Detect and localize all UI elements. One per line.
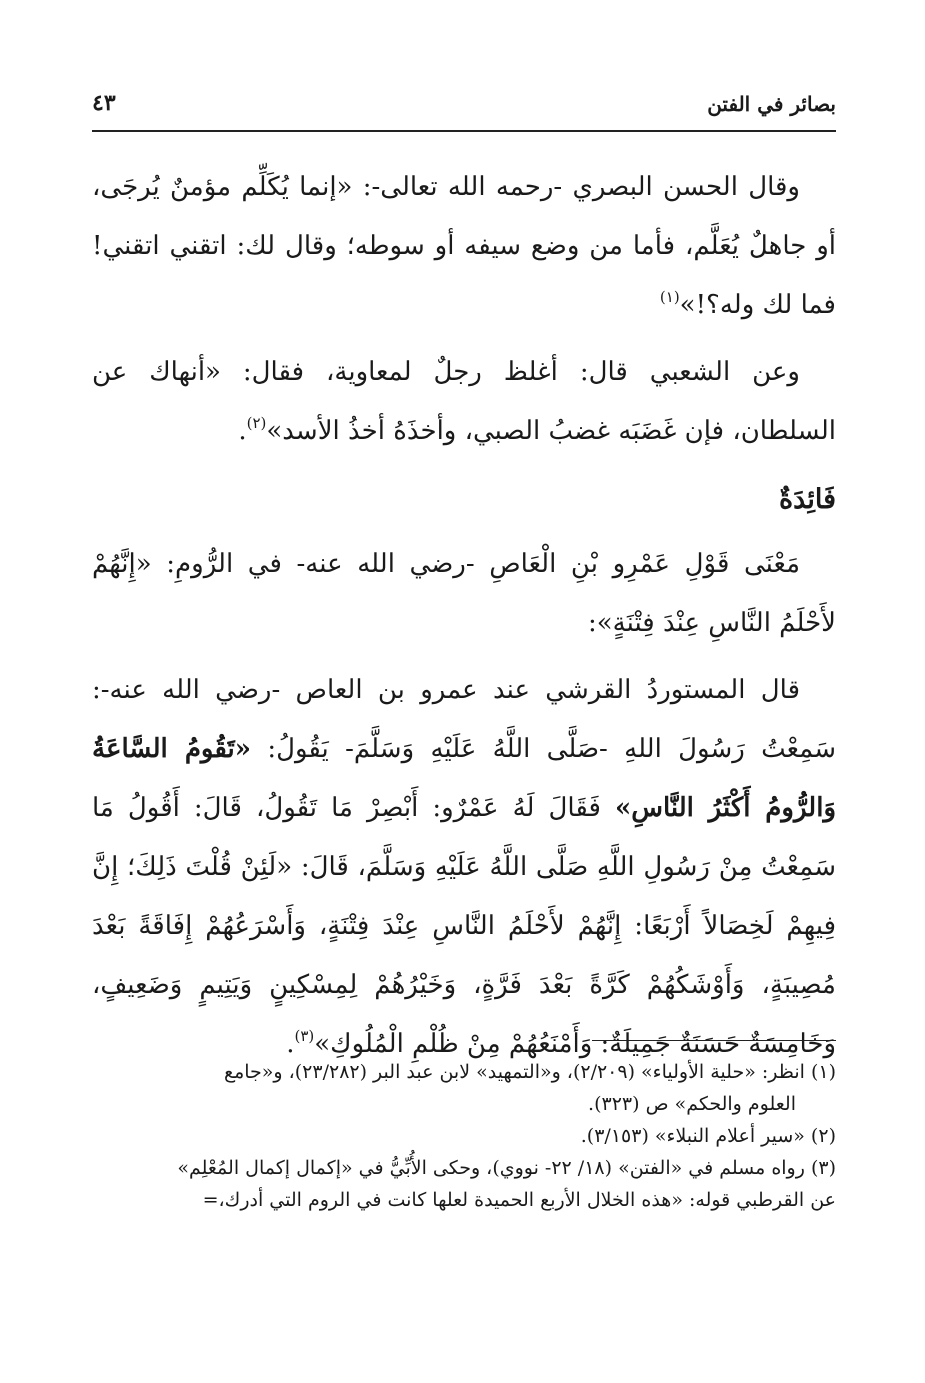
footnote-continuation: عن القرطبي قوله: «هذه الخلال الأربع الحميدة لعلها كانت في الروم التي أدرك،= bbox=[202, 1189, 836, 1211]
footnote-text: (٣) رواه مسلم في «الفتن» (١٨/ ٢٢- نووي)، وحكى الأُبِّيُّ في «إكمال إكمال المُعْلِم» bbox=[177, 1157, 836, 1179]
main-text bbox=[92, 158, 836, 1074]
paragraph-end: . bbox=[238, 416, 247, 446]
footnote-continuation: العلوم والحكم» ص (٣٢٣). bbox=[588, 1093, 796, 1115]
footnote-ref-1: (١) bbox=[659, 288, 680, 306]
paragraph-text: قال المستوردُ القرشي عند عمرو بن العاص -رضي الله عنه-: سَمِعْتُ رَسُولَ اللهِ -صَلَّى اللَّهُ عَلَيْهِ وَسَلَّمَ- يَقُولُ: bbox=[92, 675, 836, 764]
footnote-ref-2: (٢) bbox=[246, 414, 267, 432]
paragraph-amr-meaning bbox=[92, 535, 836, 653]
book-title: بصائر في الفتن bbox=[707, 92, 836, 116]
hadith-quote-bold: «تَقُومُ السَّاعَةُ وَالرُّومُ أَكْثَرُ النَّاسِ» bbox=[92, 734, 836, 823]
footnote-separator bbox=[592, 1040, 836, 1041]
footnote-ref-3: (٣) bbox=[294, 1027, 315, 1045]
paragraph-text: وقال الحسن البصري -رحمه الله تعالى-: «إنما يُكَلِّم مؤمنٌ يُرجَى، أو جاهلٌ يُعَلَّم، فأما من وضع سيفه أو سوطه؛ وقال لك: اتقني اتقني! فما لك وله؟!» bbox=[92, 172, 836, 320]
paragraph-text: فَقَالَ لَهُ عَمْرٌو: أَبْصِرْ مَا تَقُولُ، قَالَ: أَقُولُ مَا سَمِعْتُ مِنْ رَسُولِ اللَّهِ صَلَّى اللَّهُ عَلَيْهِ وَسَلَّمَ، قَالَ: «لَئِنْ قُلْتَ ذَلِكَ؛ إِنَّ فِيهِمْ لَخِصَالاً أَرْبَعًا: إِنَّهُمْ لأَحْلَمُ النَّاسِ عِنْدَ فِتْنَةٍ، وَأَسْرَعُهُمْ إِفَاقَةً بَعْدَ مُصِيبَةٍ، وَأَوْشَكُهُمْ كَرَّةً بَعْدَ فَرَّةٍ، وَخَيْرُهُمْ لِمِسْكِينٍ وَيَتِيمٍ وَضَعِيفٍ، وَخَامِسَةٌ حَسَنَةٌ جَمِيلَةٌ: وَأَمْنَعُهُمْ مِنْ ظُلْمِ الْمُلُوكِ» bbox=[92, 793, 836, 1059]
footnote-1 bbox=[92, 1056, 836, 1120]
footnote-text: (١) انظر: «حلية الأولياء» (٢/٢٠٩)، و«التمهيد» لابن عبد البر (٢٣/٢٨٢)، و«جامع bbox=[223, 1061, 836, 1083]
paragraph-text: وعن الشعبي قال: أغلظ رجلٌ لمعاوية، فقال: «أنهاك عن السلطان، فإن غَضَبَه غضبُ الصبي، وأخذَهُ أخذُ الأسد» bbox=[92, 357, 836, 446]
paragraph-end: . bbox=[286, 1029, 295, 1059]
paragraph-text: مَعْنَى قَوْلِ عَمْرِو بْنِ الْعَاصِ -رضي الله عنه- في الرُّومِ: «إِنَّهُمْ لأَحْلَمُ النَّاسِ عِنْدَ فِتْنَةٍ»: bbox=[92, 549, 836, 638]
footnote-text: (٢) «سير أعلام النبلاء» (٣/١٥٣). bbox=[580, 1125, 836, 1147]
paragraph-hasan-basri bbox=[92, 158, 836, 335]
footnote-3 bbox=[92, 1152, 836, 1216]
paragraph-shabi bbox=[92, 343, 836, 461]
running-header bbox=[92, 90, 836, 132]
footnote-2 bbox=[92, 1120, 836, 1152]
paragraph-hadith bbox=[92, 661, 836, 1074]
section-heading: فَائِدَةٌ bbox=[779, 484, 836, 515]
page-number: ٤٣ bbox=[92, 90, 116, 116]
footnotes bbox=[92, 1056, 836, 1216]
